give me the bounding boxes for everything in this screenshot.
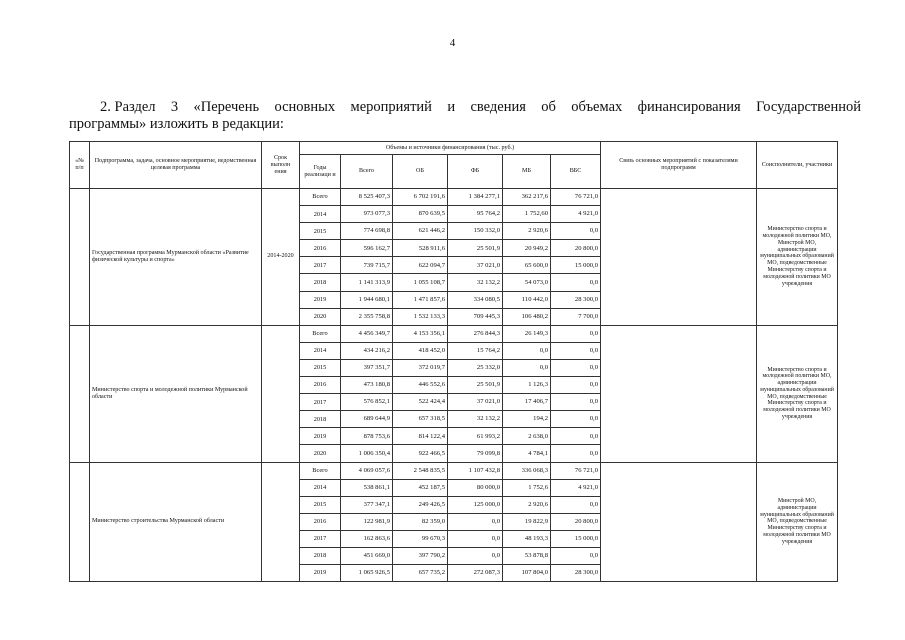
cell-vbs: 0,0 [551,377,601,394]
cell-mb: 4 784,1 [503,445,551,462]
cell-fb: 150 332,0 [448,223,503,240]
cell-mb: 0,0 [503,359,551,376]
cell-name: Министерство спорта и молодежной политики Мурманской области [90,325,262,462]
cell-fb: 334 080,5 [448,291,503,308]
cell-mb: 1 752,60 [503,206,551,223]
cell-vbs: 0,0 [551,359,601,376]
cell-year: 2016 [300,377,341,394]
cell-year: 2016 [300,513,341,530]
cell-mb: 53 878,8 [503,547,551,564]
cell-mb: 2 920,6 [503,496,551,513]
cell-vbs: 28 300,0 [551,291,601,308]
cell-ob: 1 055 108,7 [393,274,448,291]
cell-mb: 20 949,2 [503,240,551,257]
cell-ob: 249 426,5 [393,496,448,513]
cell-year: 2018 [300,274,341,291]
cell-year: 2020 [300,308,341,325]
cell-vbs: 76 721,0 [551,189,601,206]
cell-vbs: 0,0 [551,411,601,428]
cell-mb: 65 600,0 [503,257,551,274]
cell-vbs: 0,0 [551,325,601,342]
cell-total: 538 861,1 [341,479,393,496]
cell-year: Всего [300,462,341,479]
cell-ob: 372 019,7 [393,359,448,376]
cell-ob: 528 911,6 [393,240,448,257]
header-mb: МБ [503,155,551,189]
header-years: Годы реализаци и [300,155,341,189]
cell-fb: 276 844,3 [448,325,503,342]
cell-ob: 1 532 133,3 [393,308,448,325]
cell-ob: 657 735,2 [393,565,448,582]
cell-vbs: 15 000,0 [551,257,601,274]
cell-year: 2015 [300,359,341,376]
cell-mb: 17 406,7 [503,394,551,411]
cell-fb: 1 107 432,8 [448,462,503,479]
cell-ob: 6 702 191,6 [393,189,448,206]
cell-vbs: 0,0 [551,274,601,291]
section-heading [69,99,861,133]
cell-total: 973 077,3 [341,206,393,223]
cell-year: 2017 [300,257,341,274]
cell-ob: 82 359,0 [393,513,448,530]
cell-mb: 362 217,6 [503,189,551,206]
cell-ob: 522 424,4 [393,394,448,411]
cell-mb: 1 126,3 [503,377,551,394]
cell-total: 774 698,8 [341,223,393,240]
cell-total: 1 141 313,9 [341,274,393,291]
cell-fb: 32 132,2 [448,411,503,428]
cell-fb: 272 087,3 [448,565,503,582]
cell-mb: 2 920,6 [503,223,551,240]
cell-total: 451 669,0 [341,547,393,564]
cell-vbs: 28 300,0 [551,565,601,582]
heading-line-1 [69,99,861,116]
cell-total: 162 863,6 [341,530,393,547]
cell-executors: Министерство спорта и молодежной политики МО, администрации муниципальных образований МО, подведомственные Министерству спорта и молодежной политики МО учреждения [757,325,838,462]
cell-fb: 0,0 [448,547,503,564]
cell-vbs: 0,0 [551,428,601,445]
cell-fb: 25 501,9 [448,377,503,394]
header-fb: ФБ [448,155,503,189]
cell-fb: 32 132,2 [448,274,503,291]
cell-executors: Министерство спорта и молодежной политики МО, Минстрой МО, администрации муниципальных образований МО, подведомственные Министерству спорта и молодежной политики МО учреждения [757,189,838,326]
cell-vbs: 20 800,0 [551,513,601,530]
heading-word: мероприятий [350,99,432,115]
cell-fb: 125 000,0 [448,496,503,513]
cell-executors: Минстрой МО, администрации муниципальных образований МО, подведомственные Министерству спорта и молодежной политики МО учреждения [757,462,838,582]
cell-vbs: 0,0 [551,342,601,359]
table-body [70,189,838,582]
cell-fb: 79 099,8 [448,445,503,462]
cell-fb: 61 993,2 [448,428,503,445]
cell-total: 122 981,9 [341,513,393,530]
cell-fb: 0,0 [448,513,503,530]
cell-fb: 80 000,0 [448,479,503,496]
header-num: «№ п/п [70,142,90,189]
cell-ob: 622 094,7 [393,257,448,274]
cell-mb: 54 073,0 [503,274,551,291]
cell-year: 2019 [300,565,341,582]
heading-word: «Перечень [193,99,260,115]
cell-ob: 4 153 356,1 [393,325,448,342]
cell-mb: 0,0 [503,342,551,359]
cell-vbs: 4 921,0 [551,206,601,223]
header-name: Подпрограмма, задача, основное мероприятие, ведомственная целевая программа [90,142,262,189]
heading-word: Государственной [756,99,861,115]
cell-fb: 25 501,9 [448,240,503,257]
cell-year: 2015 [300,496,341,513]
cell-vbs: 0,0 [551,547,601,564]
cell-ob: 99 670,3 [393,530,448,547]
cell-fb: 25 332,0 [448,359,503,376]
cell-total: 576 852,1 [341,394,393,411]
cell-fb: 709 445,3 [448,308,503,325]
cell-ob: 418 452,0 [393,342,448,359]
cell-total: 739 715,7 [341,257,393,274]
table-row [70,462,838,479]
heading-word: финансирования [637,99,741,115]
cell-ob: 446 552,6 [393,377,448,394]
cell-fb: 0,0 [448,530,503,547]
cell-vbs: 0,0 [551,223,601,240]
heading-word: основных [274,99,336,115]
header-funding-group: Объемы и источники финансирования (тыс. руб.) [300,142,601,155]
heading-word: объемах [571,99,623,115]
cell-ob: 814 122,4 [393,428,448,445]
header-executors: Соисполнители, участники [757,142,838,189]
cell-mb: 48 193,3 [503,530,551,547]
cell-mb: 110 442,0 [503,291,551,308]
cell-vbs: 0,0 [551,394,601,411]
cell-fb: 1 384 277,1 [448,189,503,206]
cell-num [70,325,90,462]
cell-link [601,325,757,462]
heading-word: 2. Раздел [100,99,156,115]
cell-year: 2014 [300,206,341,223]
cell-term [262,462,300,582]
table-row [70,189,838,206]
header-vbs: ВБС [551,155,601,189]
cell-total: 8 525 407,3 [341,189,393,206]
cell-ob: 2 548 835,5 [393,462,448,479]
cell-year: 2014 [300,342,341,359]
cell-vbs: 0,0 [551,445,601,462]
cell-vbs: 15 000,0 [551,530,601,547]
cell-name: Министерство строительства Мурманской области [90,462,262,582]
header-term: Срок выполн ения [262,142,300,189]
cell-total: 878 753,6 [341,428,393,445]
cell-vbs: 0,0 [551,496,601,513]
financing-table [69,141,838,582]
header-total: Всего [341,155,393,189]
cell-vbs: 20 800,0 [551,240,601,257]
cell-total: 596 162,7 [341,240,393,257]
cell-fb: 95 764,2 [448,206,503,223]
cell-ob: 922 466,5 [393,445,448,462]
cell-term: 2014-2020 [262,189,300,326]
cell-year: 2020 [300,445,341,462]
cell-ob: 397 790,2 [393,547,448,564]
cell-name: Государственная программа Мурманской области «Развитие физической культуры и спорта» [90,189,262,326]
cell-num [70,462,90,582]
cell-total: 4 069 057,6 [341,462,393,479]
heading-word: 3 [170,99,179,115]
cell-total: 1 065 926,5 [341,565,393,582]
heading-word: и [447,99,456,115]
cell-total: 473 180,8 [341,377,393,394]
cell-year: Всего [300,189,341,206]
cell-mb: 336 068,3 [503,462,551,479]
cell-link [601,189,757,326]
cell-year: 2017 [300,394,341,411]
cell-fb: 15 764,2 [448,342,503,359]
cell-vbs: 76 721,0 [551,462,601,479]
cell-year: 2017 [300,530,341,547]
cell-term [262,325,300,462]
cell-link [601,462,757,582]
cell-year: 2019 [300,428,341,445]
cell-vbs: 7 700,0 [551,308,601,325]
cell-mb: 1 752,6 [503,479,551,496]
cell-mb: 26 149,3 [503,325,551,342]
cell-total: 434 216,2 [341,342,393,359]
cell-ob: 621 446,2 [393,223,448,240]
header-link: Связь основных мероприятий с показателями подпрограмм [601,142,757,189]
table-row [70,325,838,342]
cell-year: 2019 [300,291,341,308]
cell-num [70,189,90,326]
cell-year: 2018 [300,411,341,428]
cell-ob: 1 471 857,6 [393,291,448,308]
cell-total: 2 355 758,8 [341,308,393,325]
cell-ob: 870 639,5 [393,206,448,223]
cell-fb: 37 021,0 [448,257,503,274]
cell-total: 4 456 349,7 [341,325,393,342]
heading-word: сведения [470,99,526,115]
cell-total: 689 644,9 [341,411,393,428]
page-number: 4 [449,37,456,49]
cell-mb: 19 822,9 [503,513,551,530]
header-ob: ОБ [393,155,448,189]
heading-word: об [541,99,556,115]
cell-year: 2014 [300,479,341,496]
cell-mb: 106 480,2 [503,308,551,325]
cell-mb: 2 638,0 [503,428,551,445]
cell-ob: 452 187,5 [393,479,448,496]
cell-year: 2016 [300,240,341,257]
cell-vbs: 4 921,0 [551,479,601,496]
cell-total: 1 944 680,1 [341,291,393,308]
cell-year: 2018 [300,547,341,564]
cell-ob: 657 318,5 [393,411,448,428]
cell-mb: 107 804,0 [503,565,551,582]
cell-fb: 37 021,0 [448,394,503,411]
cell-year: Всего [300,325,341,342]
cell-total: 377 347,1 [341,496,393,513]
cell-year: 2015 [300,223,341,240]
cell-total: 1 006 350,4 [341,445,393,462]
cell-mb: 194,2 [503,411,551,428]
cell-total: 397 351,7 [341,359,393,376]
heading-line-2: программы» изложить в редакции: [69,116,284,132]
